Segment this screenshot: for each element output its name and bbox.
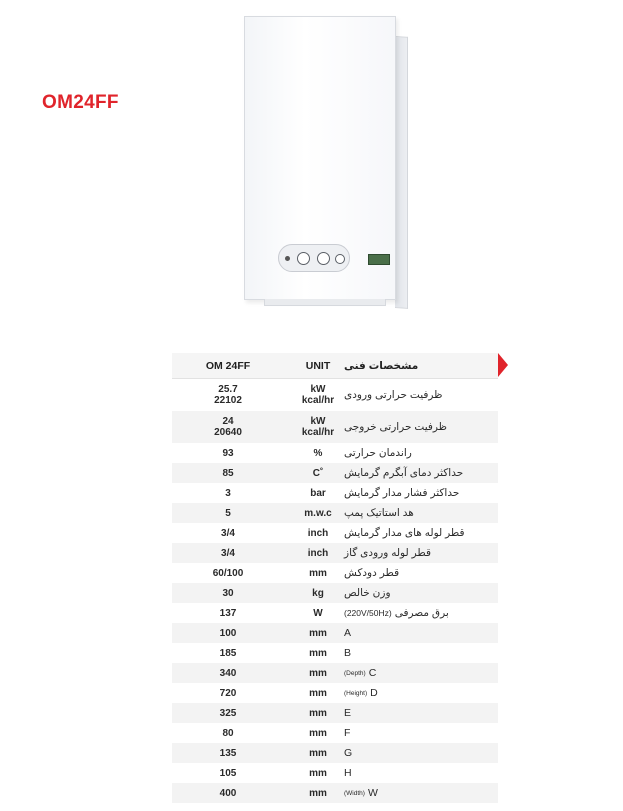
row-label: راندمان حرارتی bbox=[344, 447, 412, 459]
dimension-label bbox=[344, 767, 352, 779]
dimension-letter: D bbox=[370, 687, 378, 699]
row-unit: mm bbox=[309, 647, 327, 659]
row-value: 60/100 bbox=[212, 567, 244, 579]
row-value: 105 bbox=[219, 767, 237, 779]
table-row bbox=[172, 503, 498, 523]
dimension-letter: E bbox=[344, 707, 352, 719]
indicator-led-icon bbox=[285, 256, 290, 261]
dimension-letter: H bbox=[344, 767, 352, 779]
row-value: 720 bbox=[219, 687, 237, 699]
dimension-letter: A bbox=[344, 627, 352, 639]
row-unit: mm bbox=[309, 567, 327, 579]
boiler-product-image bbox=[244, 16, 414, 308]
table-row bbox=[172, 379, 498, 411]
dimension-label bbox=[344, 747, 352, 759]
row-label: هد استاتیک پمپ bbox=[344, 507, 414, 519]
row-label bbox=[344, 723, 494, 743]
row-value: 325 bbox=[219, 707, 237, 719]
row-unit-secondary: kcal/hr bbox=[301, 395, 335, 406]
row-label bbox=[344, 643, 494, 663]
table-row bbox=[172, 643, 498, 663]
row-label bbox=[344, 683, 494, 703]
table-row bbox=[172, 743, 498, 763]
row-label bbox=[344, 763, 494, 783]
row-value: 80 bbox=[222, 727, 234, 739]
row-label bbox=[344, 783, 494, 803]
row-value: 3/4 bbox=[221, 547, 235, 559]
row-value: 137 bbox=[219, 607, 237, 619]
table-row bbox=[172, 523, 498, 543]
row-value: 185 bbox=[219, 647, 237, 659]
dimension-letter: G bbox=[344, 747, 353, 759]
table-row bbox=[172, 543, 498, 563]
row-label: ظرفیت حرارتی ورودی bbox=[344, 389, 443, 401]
model-title: OM24FF bbox=[42, 92, 119, 113]
table-row bbox=[172, 563, 498, 583]
row-value: 100 bbox=[219, 627, 237, 639]
dimension-label bbox=[344, 707, 351, 719]
table-row bbox=[172, 603, 498, 623]
row-unit: inch bbox=[307, 547, 329, 559]
dimension-sub: (Depth) bbox=[344, 669, 366, 677]
row-unit: mm bbox=[309, 727, 327, 739]
dimension-label bbox=[344, 647, 351, 659]
dimension-label bbox=[344, 667, 376, 679]
dimension-letter: C bbox=[368, 667, 377, 679]
row-value: 30 bbox=[222, 587, 234, 599]
table-row bbox=[172, 663, 498, 683]
spec-rows bbox=[172, 379, 498, 803]
brand-badge-icon bbox=[368, 254, 390, 265]
dimension-label bbox=[344, 627, 351, 639]
table-row bbox=[172, 703, 498, 723]
row-value: 85 bbox=[222, 467, 234, 479]
table-row bbox=[172, 483, 498, 503]
row-unit: C˚ bbox=[312, 467, 324, 479]
header-unit: UNIT bbox=[305, 359, 331, 372]
spec-header bbox=[172, 353, 498, 379]
header-label: مشخصات فنی bbox=[344, 359, 419, 372]
row-label: حداکثر دمای آبگرم گرمایش bbox=[344, 467, 464, 479]
row-label: قطر لوله ورودی گاز bbox=[344, 547, 432, 559]
dimension-label bbox=[344, 687, 378, 699]
row-unit: mm bbox=[309, 687, 327, 699]
row-label bbox=[344, 743, 494, 763]
row-label bbox=[344, 703, 494, 723]
row-value: 93 bbox=[222, 447, 234, 459]
row-unit: inch bbox=[307, 527, 329, 539]
dimension-letter: F bbox=[344, 727, 351, 739]
dimension-label bbox=[344, 727, 350, 739]
row-value-secondary: 20640 bbox=[214, 427, 242, 438]
label-text: برق مصرفی bbox=[394, 607, 449, 619]
row-unit: m.w.c bbox=[304, 507, 332, 519]
row-value-primary: 24 bbox=[222, 416, 234, 427]
table-row bbox=[172, 723, 498, 743]
row-label: قطر دودکش bbox=[344, 567, 400, 579]
knob-icon bbox=[335, 254, 345, 264]
row-unit: mm bbox=[309, 667, 327, 679]
dimension-sub: (Width) bbox=[344, 789, 365, 797]
spec-table bbox=[172, 353, 498, 803]
row-unit: mm bbox=[309, 787, 327, 799]
row-unit: % bbox=[313, 447, 323, 459]
header-model: OM 24FF bbox=[205, 359, 251, 372]
row-value: 5 bbox=[225, 507, 231, 519]
row-label bbox=[344, 663, 494, 683]
label-note: (220V/50Hz) bbox=[344, 608, 392, 618]
knob-icon bbox=[297, 252, 310, 265]
row-label: وزن خالص bbox=[344, 587, 391, 599]
dimension-letter: B bbox=[344, 647, 352, 659]
dimension-label bbox=[344, 787, 378, 799]
row-unit: mm bbox=[309, 747, 327, 759]
knob-icon bbox=[317, 252, 330, 265]
row-unit-primary: kW bbox=[310, 416, 326, 427]
row-unit-secondary: kcal/hr bbox=[301, 427, 335, 438]
row-label: ظرفیت حرارتی خروجی bbox=[344, 421, 448, 433]
row-value: 340 bbox=[219, 667, 237, 679]
label-with-note bbox=[344, 607, 449, 619]
table-row bbox=[172, 763, 498, 783]
table-row bbox=[172, 783, 498, 803]
header-arrow-icon bbox=[498, 353, 508, 377]
row-label bbox=[344, 623, 494, 643]
table-row bbox=[172, 411, 498, 443]
row-unit: mm bbox=[309, 627, 327, 639]
dimension-sub: (Height) bbox=[344, 689, 368, 697]
table-row bbox=[172, 583, 498, 603]
table-row bbox=[172, 463, 498, 483]
row-label: قطر لوله های مدار گرمایش bbox=[344, 527, 465, 539]
row-unit: kg bbox=[312, 587, 324, 599]
row-label: حداکثر فشار مدار گرمایش bbox=[344, 487, 460, 499]
row-unit: bar bbox=[310, 487, 326, 499]
row-unit: mm bbox=[309, 767, 327, 779]
table-row bbox=[172, 683, 498, 703]
row-value-secondary: 22102 bbox=[214, 395, 242, 406]
row-value: 3 bbox=[225, 487, 231, 499]
row-label bbox=[344, 603, 494, 623]
table-row bbox=[172, 443, 498, 463]
row-unit: W bbox=[313, 607, 323, 619]
row-unit-primary: kW bbox=[310, 384, 326, 395]
row-unit: mm bbox=[309, 707, 327, 719]
row-value-primary: 25.7 bbox=[218, 384, 238, 395]
row-value: 3/4 bbox=[221, 527, 235, 539]
dimension-letter: W bbox=[367, 787, 378, 799]
boiler-bottom bbox=[264, 299, 386, 306]
row-value: 135 bbox=[219, 747, 237, 759]
boiler-control-panel bbox=[278, 244, 350, 272]
row-value: 400 bbox=[219, 787, 237, 799]
table-row bbox=[172, 623, 498, 643]
boiler-side bbox=[395, 36, 408, 309]
